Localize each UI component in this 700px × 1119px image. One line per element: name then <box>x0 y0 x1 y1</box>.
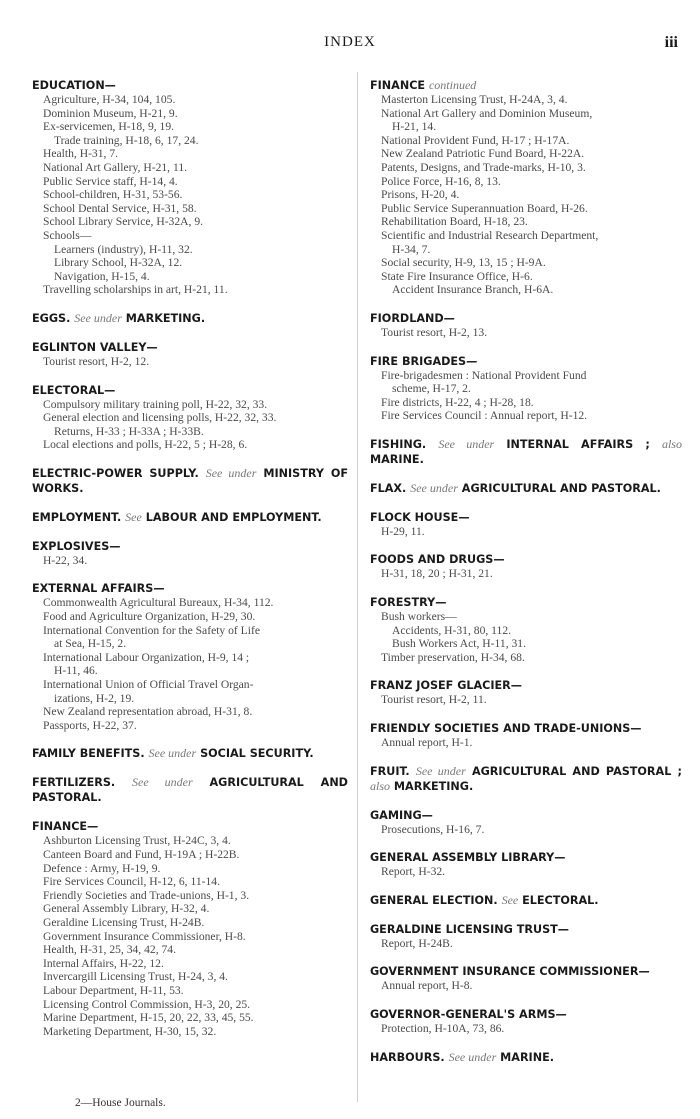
see-also-reference: also <box>661 436 682 451</box>
heading-text: FINANCE <box>370 79 426 92</box>
sub-entry: Police Force, H-16, 8, 13. <box>381 174 501 188</box>
sub-entry: Masterton Licensing Trust, H-24A, 3, 4. <box>381 93 568 106</box>
heading-text: EXTERNAL AFFAIRS— <box>32 582 165 596</box>
index-entry <box>370 510 682 539</box>
sub-entry: Prosecutions, H-16, 7. <box>381 822 485 836</box>
heading-text: FERTILIZERS. <box>32 776 116 790</box>
sub-entry: Report, H-24B. <box>381 936 453 950</box>
entry-heading <box>370 311 682 326</box>
entry-heading <box>370 1050 682 1065</box>
cross-reference: SOCIAL SECURITY. <box>200 747 314 761</box>
sub-entry: Ex-servicemen, H-18, 9, 19. <box>43 120 175 134</box>
sub-entry: Agriculture, H-34, 104, 105. <box>43 93 176 106</box>
entry-heading <box>32 383 348 398</box>
sub-entry: Bush Workers Act, H-11, 31. <box>392 637 526 651</box>
sub-entry: Marketing Department, H-30, 15, 32. <box>43 1024 217 1038</box>
heading-text: ELECTRIC-POWER SUPPLY. <box>32 466 199 480</box>
sub-entry: New Zealand Patriotic Fund Board, H-22A. <box>381 147 585 161</box>
entry-heading <box>32 581 348 596</box>
index-entry <box>370 481 682 496</box>
entry-heading <box>370 552 682 567</box>
index-entry <box>32 466 348 496</box>
sub-entry: Geraldine Licensing Trust, H-24B. <box>43 915 205 929</box>
left-column <box>32 78 348 1052</box>
entry-heading <box>370 481 682 496</box>
cross-reference: ELECTORAL. <box>522 893 599 907</box>
sub-entry: Food and Agriculture Organization, H-29, 30. <box>43 610 256 624</box>
index-entry <box>370 850 682 879</box>
sub-entry: Friendly Societies and Trade-unions, H-1, 3. <box>43 888 250 902</box>
sub-entry: Commonwealth Agricultural Bureaux, H-34, 112. <box>43 596 274 610</box>
sub-entry: Tourist resort, H-2, 11. <box>381 693 487 707</box>
index-entry <box>370 354 682 423</box>
heading-text: GOVERNMENT INSURANCE COMMISSIONER— <box>370 965 650 979</box>
index-entry <box>32 746 348 761</box>
heading-text: FOODS AND DRUGS— <box>370 553 505 567</box>
sub-entry: scheme, H-17, 2. <box>392 382 471 396</box>
entry-heading <box>370 595 682 610</box>
sub-entry: International Convention for the Safety of Life <box>43 623 260 637</box>
cross-reference: AGRICULTURAL AND PASTORAL ; <box>471 764 682 778</box>
index-entry <box>32 819 348 1038</box>
sub-entry: Annual report, H-1. <box>381 736 473 750</box>
sub-entry: at Sea, H-15, 2. <box>54 637 127 651</box>
entry-heading <box>32 510 348 525</box>
entry-heading <box>370 678 682 693</box>
heading-text: GERALDINE LICENSING TRUST— <box>370 922 569 936</box>
see-reference: continued <box>428 78 477 92</box>
heading-text: FIORDLAND— <box>370 311 455 325</box>
sub-entry: Health, H-31, 7. <box>43 147 119 161</box>
entry-heading <box>370 964 682 979</box>
sub-entry: Defence : Army, H-19, 9. <box>43 861 161 875</box>
sub-entry: Tourist resort, H-2, 13. <box>381 325 488 339</box>
sub-entry: Navigation, H-15, 4. <box>54 269 150 283</box>
heading-text: HARBOURS. <box>370 1050 445 1064</box>
sub-entry: Fire Services Council : Annual report, H-12. <box>381 409 588 423</box>
entry-heading <box>370 850 682 865</box>
heading-text: FRANZ JOSEF GLACIER— <box>370 679 522 693</box>
sub-entry: H-11, 46. <box>54 664 98 678</box>
index-entry <box>32 311 348 326</box>
sub-entry: Fire Services Council, H-12, 6, 11-14. <box>43 875 220 889</box>
index-entry <box>32 340 348 369</box>
sub-entry: Public Service staff, H-14, 4. <box>43 174 178 188</box>
sub-entry: General Assembly Library, H-32, 4. <box>43 902 210 916</box>
sub-entry: State Fire Insurance Office, H-6. <box>381 269 533 283</box>
sub-entry: Passports, H-22, 37. <box>43 718 137 732</box>
sub-entry: Ashburton Licensing Trust, H-24C, 3, 4. <box>43 834 231 848</box>
index-entry <box>32 510 348 525</box>
sub-entry: H-22, 34. <box>43 553 88 567</box>
entry-heading <box>370 1007 682 1022</box>
sub-entry: Annual report, H-8. <box>381 979 473 993</box>
see-reference: See under <box>74 310 122 325</box>
sub-entry: National Art Gallery, H-21, 11. <box>43 160 188 174</box>
sub-entry: izations, H-2, 19. <box>54 691 135 705</box>
page-number: iii <box>664 34 678 51</box>
sub-entry: Bush workers— <box>381 610 457 624</box>
see-reference: See under <box>148 746 197 761</box>
cross-reference: AGRICULTURAL AND PASTORAL. <box>461 481 661 495</box>
entry-heading <box>370 808 682 823</box>
entry-heading <box>32 775 348 805</box>
sub-entry: Tourist resort, H-2, 12. <box>43 354 150 368</box>
index-entry <box>32 383 348 452</box>
index-entry <box>370 1007 682 1036</box>
heading-text: EGLINTON VALLEY— <box>32 340 158 354</box>
index-entry <box>370 437 682 467</box>
page-title: INDEX <box>324 34 376 50</box>
cross-reference: MINISTRY OF WORKS. <box>32 466 348 495</box>
see-reference: See under <box>415 763 466 778</box>
sub-entry: Internal Affairs, H-22, 12. <box>43 956 164 970</box>
entry-heading <box>32 466 348 496</box>
heading-text: FIRE BRIGADES— <box>370 354 478 368</box>
sub-entry: Timber preservation, H-34, 68. <box>381 650 525 664</box>
index-entry <box>32 581 348 732</box>
see-reference: See under <box>205 465 257 480</box>
sub-entry: Dominion Museum, H-21, 9. <box>43 106 178 120</box>
sub-entry: Library School, H-32A, 12. <box>54 256 183 270</box>
sub-entry: Report, H-32. <box>381 865 446 879</box>
entry-heading <box>32 78 348 93</box>
see-reference: See <box>501 892 519 907</box>
sub-entry: Public Service Superannuation Board, H-26. <box>381 201 588 215</box>
sub-entry: Fire districts, H-22, 4 ; H-28, 18. <box>381 395 534 409</box>
footer-note: 2—House Journals. <box>75 1097 166 1109</box>
sub-entry: New Zealand representation abroad, H-31, 8. <box>43 705 253 719</box>
heading-text: EXPLOSIVES— <box>32 539 121 553</box>
heading-text: GAMING— <box>370 808 433 822</box>
sub-entry: General election and licensing polls, H-22, 32, 33. <box>43 411 277 425</box>
heading-text: FORESTRY— <box>370 596 447 610</box>
sub-entry: Government Insurance Commissioner, H-8. <box>43 929 246 943</box>
sub-entry: Canteen Board and Fund, H-19A ; H-22B. <box>43 848 240 861</box>
sub-entry: H-34, 7. <box>392 242 431 256</box>
sub-entry: Protection, H-10A, 73, 86. <box>381 1022 505 1035</box>
sub-entry: School Library Service, H-32A, 9. <box>43 215 204 229</box>
index-entry <box>370 922 682 951</box>
sub-entry: International Labour Organization, H-9, 14 ; <box>43 650 250 664</box>
see-reference: See under <box>132 775 193 790</box>
see-also-reference: also <box>370 778 391 793</box>
heading-text: FINANCE— <box>32 820 99 834</box>
sub-entry: Licensing Control Commission, H-3, 20, 25. <box>43 997 251 1011</box>
entry-heading <box>32 819 348 834</box>
see-reference: See under <box>448 1049 497 1064</box>
sub-entry: Scientific and Industrial Research Department, <box>381 228 599 242</box>
sub-entry: National Art Gallery and Dominion Museum, <box>381 106 593 120</box>
cross-reference: MARKETING. <box>393 779 474 793</box>
page-header <box>0 34 700 54</box>
heading-text: EMPLOYMENT. <box>32 510 122 524</box>
heading-text: FLOCK HOUSE— <box>370 510 470 524</box>
index-entry <box>370 721 682 750</box>
entry-heading <box>370 893 682 908</box>
heading-text: GENERAL ASSEMBLY LIBRARY— <box>370 851 566 865</box>
heading-text: FAMILY BENEFITS. <box>32 747 145 761</box>
sub-entry: Travelling scholarships in art, H-21, 11. <box>43 283 228 297</box>
sub-entry: H-29, 11. <box>381 524 425 538</box>
sub-entry: Returns, H-33 ; H-33A ; H-33B. <box>54 424 204 438</box>
index-entry <box>370 764 682 794</box>
sub-entry: Prisons, H-20, 4. <box>381 188 460 202</box>
heading-text: FRUIT. <box>370 764 410 778</box>
cross-reference: LABOUR AND EMPLOYMENT. <box>145 510 322 524</box>
heading-text: GOVERNOR-GENERAL'S ARMS— <box>370 1008 567 1021</box>
heading-text: FLAX. <box>370 481 407 495</box>
heading-text: EGGS. <box>32 311 71 325</box>
sub-entry: School Dental Service, H-31, 58. <box>43 201 197 215</box>
sub-entry: H-21, 14. <box>392 120 437 134</box>
cross-reference: AGRICULTURAL AND PASTORAL. <box>32 776 348 805</box>
cross-reference: MARKETING. <box>125 311 206 325</box>
sub-entry: Marine Department, H-15, 20, 22, 33, 45, 55. <box>43 1011 254 1025</box>
entry-heading <box>370 510 682 525</box>
sub-entry: Social security, H-9, 13, 15 ; H-9A. <box>381 256 546 270</box>
see-reference: See <box>125 509 142 524</box>
see-reference: See under <box>410 480 458 495</box>
heading-text: EDUCATION— <box>32 79 116 92</box>
sub-entry: National Provident Fund, H-17 ; H-17A. <box>381 133 570 147</box>
sub-entry: Learners (industry), H-11, 32. <box>54 242 193 256</box>
sub-entry: Trade training, H-18, 6, 17, 24. <box>54 133 199 147</box>
index-entry <box>370 678 682 707</box>
sub-entry: Health, H-31, 25, 34, 42, 74. <box>43 943 176 957</box>
cross-reference: MARINE. <box>370 452 424 466</box>
index-entry <box>370 1050 682 1065</box>
sub-entry: Accident Insurance Branch, H-6A. <box>392 283 554 297</box>
entry-heading <box>32 340 348 355</box>
cross-reference: INTERNAL AFFAIRS ; <box>506 437 650 451</box>
sub-entry: H-31, 18, 20 ; H-31, 21. <box>381 567 493 581</box>
entry-heading <box>370 354 682 369</box>
sub-entry: Fire-brigadesmen : National Provident Fund <box>381 368 587 382</box>
cross-reference: MARINE. <box>500 1050 554 1064</box>
sub-entry: Invercargill Licensing Trust, H-24, 3, 4. <box>43 970 228 984</box>
heading-text: FRIENDLY SOCIETIES AND TRADE-UNIONS— <box>370 722 642 736</box>
index-entry <box>370 552 682 581</box>
sub-entry: Compulsory military training poll, H-22, 32, 33. <box>43 397 268 411</box>
index-entry <box>32 78 348 297</box>
index-entry <box>370 78 682 297</box>
entry-heading <box>32 539 348 554</box>
entry-heading <box>32 746 348 761</box>
heading-text: ELECTORAL— <box>32 383 116 397</box>
index-entry <box>32 539 348 568</box>
index-entry <box>32 775 348 805</box>
entry-heading <box>32 311 348 326</box>
see-reference: See under <box>438 436 495 451</box>
entry-heading <box>370 721 682 736</box>
index-entry <box>370 595 682 664</box>
sub-entry: Accidents, H-31, 80, 112. <box>392 623 512 637</box>
sub-entry: International Union of Official Travel Organ- <box>43 678 254 692</box>
sub-entry: Patents, Designs, and Trade-marks, H-10, 3. <box>381 160 586 174</box>
sub-entry: Labour Department, H-11, 53. <box>43 983 184 997</box>
entry-heading <box>370 78 682 93</box>
index-entry <box>370 964 682 993</box>
heading-text: FISHING. <box>370 437 427 451</box>
column-divider <box>357 72 358 1102</box>
sub-entry: School-children, H-31, 53-56. <box>43 188 183 202</box>
index-entry <box>370 808 682 837</box>
sub-entry: Rehabilitation Board, H-18, 23. <box>381 215 528 229</box>
entry-heading <box>370 922 682 937</box>
entry-heading <box>370 764 682 794</box>
sub-entry: Schools— <box>43 228 92 242</box>
index-entry <box>370 311 682 340</box>
right-column <box>370 78 682 1079</box>
index-entry <box>370 893 682 908</box>
entry-heading <box>370 437 682 467</box>
sub-entry: Local elections and polls, H-22, 5 ; H-28, 6. <box>43 438 248 452</box>
heading-text: GENERAL ELECTION. <box>370 893 498 907</box>
